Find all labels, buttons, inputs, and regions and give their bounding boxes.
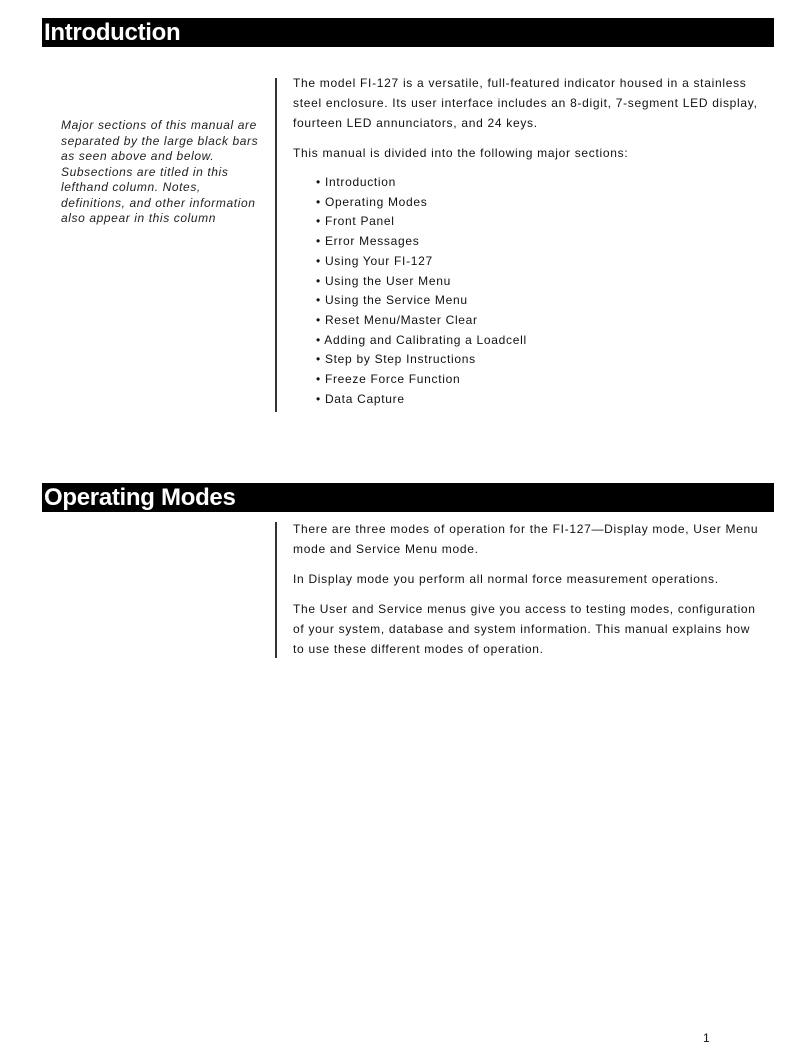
sections-list [293,173,763,409]
list-item: • Introduction [316,173,763,193]
side-note: Major sections of this manual are separated by the large black bars as seen above and below. Subsections are titled in this lefthand column. Notes, definitions, and other information also appear in this column [61,118,259,225]
list-item: • Step by Step Instructions [316,350,763,370]
introduction-body [293,73,763,409]
modes-paragraph: In Display mode you perform all normal force measurement operations. [293,572,719,586]
column-divider [275,522,277,658]
section-header-operating-modes [42,483,774,512]
page-number: 1 [703,1031,710,1045]
list-item: • Freeze Force Function [316,370,763,390]
list-item: • Using the Service Menu [316,291,763,311]
modes-paragraph: The User and Service menus give you access to testing modes, configuration of your system, database and system information. This manual explains how to use these different modes of operation. [293,602,756,656]
modes-paragraph: There are three modes of operation for the FI-127—Display mode, User Menu mode and Service Menu mode. [293,522,759,556]
list-item: • Reset Menu/Master Clear [316,311,763,331]
section-title: Introduction [44,19,181,46]
column-divider [275,78,277,412]
list-item: • Using the User Menu [316,272,763,292]
section-title: Operating Modes [44,484,236,511]
section-header-introduction [42,18,774,47]
intro-paragraph: This manual is divided into the following major sections: [293,146,629,160]
list-item: • Operating Modes [316,193,763,213]
intro-paragraph: The model FI-127 is a versatile, full-featured indicator housed in a stainless steel enclosure. Its user interface includes an 8-digit, 7-segment LED display, fourteen LED annunciators, and 24 keys. [293,76,758,130]
list-item: • Front Panel [316,212,763,232]
list-item: • Data Capture [316,390,763,410]
operating-modes-body [293,519,763,669]
list-item: • Using Your FI-127 [316,252,763,272]
list-item: • Error Messages [316,232,763,252]
list-item: • Adding and Calibrating a Loadcell [316,331,763,351]
